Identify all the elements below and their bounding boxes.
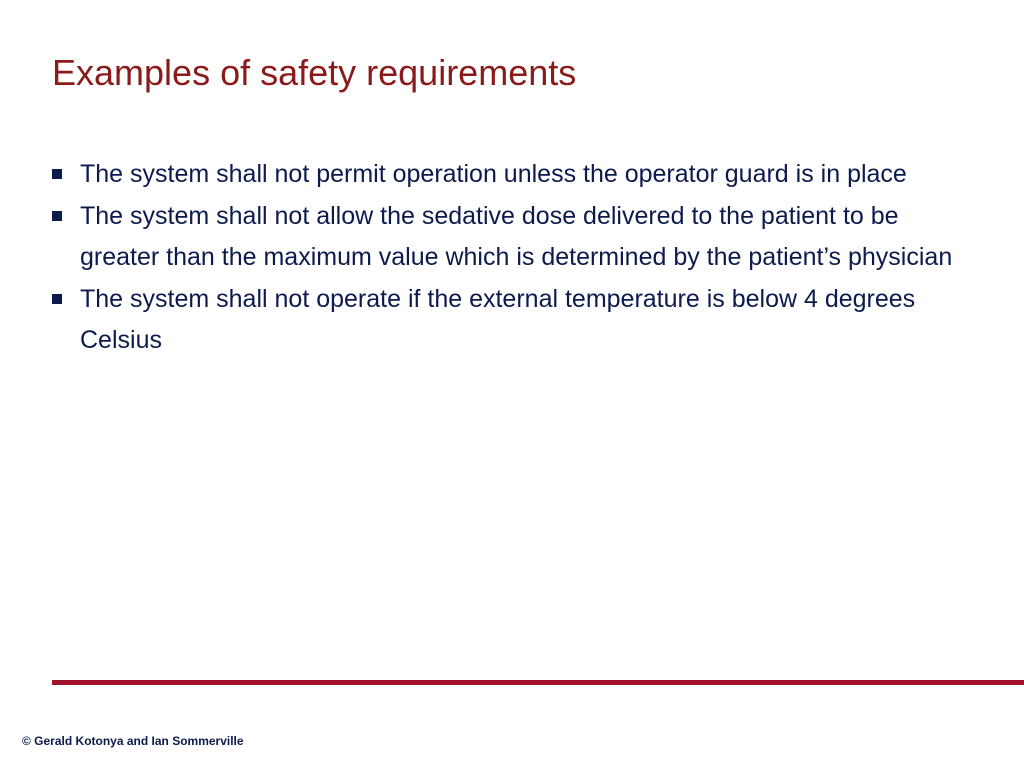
bullet-text: The system shall not operate if the external temperature is below 4 degrees Celsius xyxy=(80,284,916,354)
bullet-text: The system shall not allow the sedative dose delivered to the patient to be greater than the maximum value which is determined by the patient’s physician xyxy=(80,201,953,271)
bullet-list xyxy=(52,154,982,362)
square-bullet-icon xyxy=(52,211,62,221)
bullet-item xyxy=(52,196,982,279)
bullet-item xyxy=(52,279,982,362)
square-bullet-icon xyxy=(52,169,62,179)
footer-divider xyxy=(52,680,1024,685)
bullet-text: The system shall not permit operation unless the operator guard is in place xyxy=(80,160,907,188)
copyright-footer: © Gerald Kotonya and Ian Sommerville xyxy=(22,734,244,748)
bullet-item xyxy=(52,154,982,196)
slide-title: Examples of safety requirements xyxy=(52,52,577,93)
square-bullet-icon xyxy=(52,294,62,304)
